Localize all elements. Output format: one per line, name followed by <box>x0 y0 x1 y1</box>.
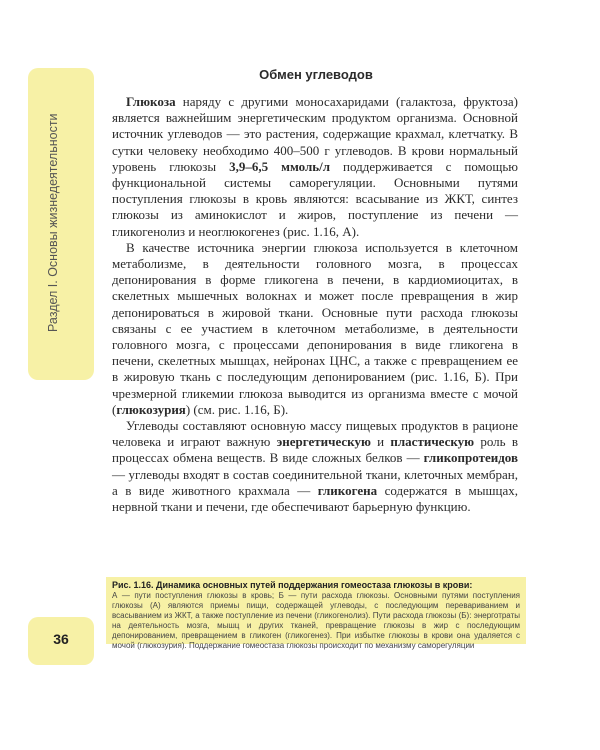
paragraph-3 <box>112 418 518 515</box>
text-run: Углеводы составляют основную массу пищевых продуктов в рационе человека и играют важную <box>112 418 518 450</box>
paragraph-1 <box>112 94 518 240</box>
text-run: поддерживается с помощью функциональной системы саморегуляции. Основными путями поступления глюкозы в кровь являются: всасывание из ЖКТ, синтез глюкозы из аминокислот и жиров, поступление из печени — гликогенолиз и неоглюкогенез (рис. 1.16, А). <box>112 158 518 239</box>
caption-title: Рис. 1.16. Динамика основных путей поддержания гомеостаза глюкозы в крови: <box>112 580 473 590</box>
section-tab-label: Раздел I. Основы жизнедеятельности <box>46 113 60 333</box>
glucose-range: 3,9–6,5 ммоль/л <box>229 158 331 174</box>
text-run: — углеводы входят в состав соединительной ткани, клеточных мембран, а в виде животного крахмала — <box>112 466 518 498</box>
figure-caption <box>106 577 526 650</box>
page-number: 36 <box>53 631 69 647</box>
term-glucose: Глюкоза <box>126 94 176 109</box>
text-run: роль в процессах обмена веществ. В виде сложных белков — <box>112 434 518 466</box>
caption-body: А — пути поступления глюкозы в кровь; Б — пути расхода глюкозы. Основными путями поступления глюкозы (А) являются приемы пищи, содержащей углеводы, с последующим перевариванием и всасыванием из ЖКТ, а также поступление из печени (гликогенолиз). Пути расхода глюкозы (Б): энерготраты на деятельность мозга, мышц и других тканей, превращение глюкозы в жир с последующим депонированием, превращением в гликоген (гликогенез). При избытке глюкозы в крови она удаляется с мочой (глюкозурия). Поддержание гомеостаза глюкозы происходит по механизму саморегуляции <box>112 591 520 650</box>
term-glucosuria: глюкозурия <box>116 401 186 417</box>
paragraph-2 <box>112 240 518 418</box>
term-glycoproteins: гликопротеидов <box>423 450 518 466</box>
section-heading: Обмен углеводов <box>259 67 373 82</box>
term-energetic: энергетическую <box>276 434 371 450</box>
text-run: и <box>370 434 391 450</box>
text-run: В качестве источника энергии глюкоза используется в клеточном метаболизме, в деятельности головного мозга, в процессах депонирования в форме гликогена в печени, в кардиомиоцитах, в скелетных мышечных волокнах и может после превращения в жир депонироваться в жировой ткани. Основные пути расхода глюкозы связаны с ее участием в клеточном метаболизме, в деятельности головного мозга, с процессами депонирования в виде гликогена в печени, скелетных мышцах, нейронах ЦНС, а также с превращением ее в жировую ткань с последующим депонированием (рис. 1.16, Б). При чрезмерной гликемии глюкоза выводится из организма вместе с мочой ( <box>112 239 518 417</box>
term-plastic: пластическую <box>390 434 475 450</box>
text-run: содержатся в мышцах, нервной ткани и печени, где обеспечивают барьерную функцию. <box>112 482 519 515</box>
body-text <box>112 94 518 515</box>
term-glycogen: гликогена <box>317 482 378 498</box>
text-run: наряду с другими моносахаридами (галактоза, фруктоза) является важнейшим энергетическим продуктом организма. Основной источник углеводов — это растения, содержащие крахмал, клетчатку. В сутки человеку необходимо 400–500 г углеводов. В крови нормальный уровень глюкозы <box>112 94 518 174</box>
text-run: ) (см. рис. 1.16, Б). <box>185 401 289 417</box>
